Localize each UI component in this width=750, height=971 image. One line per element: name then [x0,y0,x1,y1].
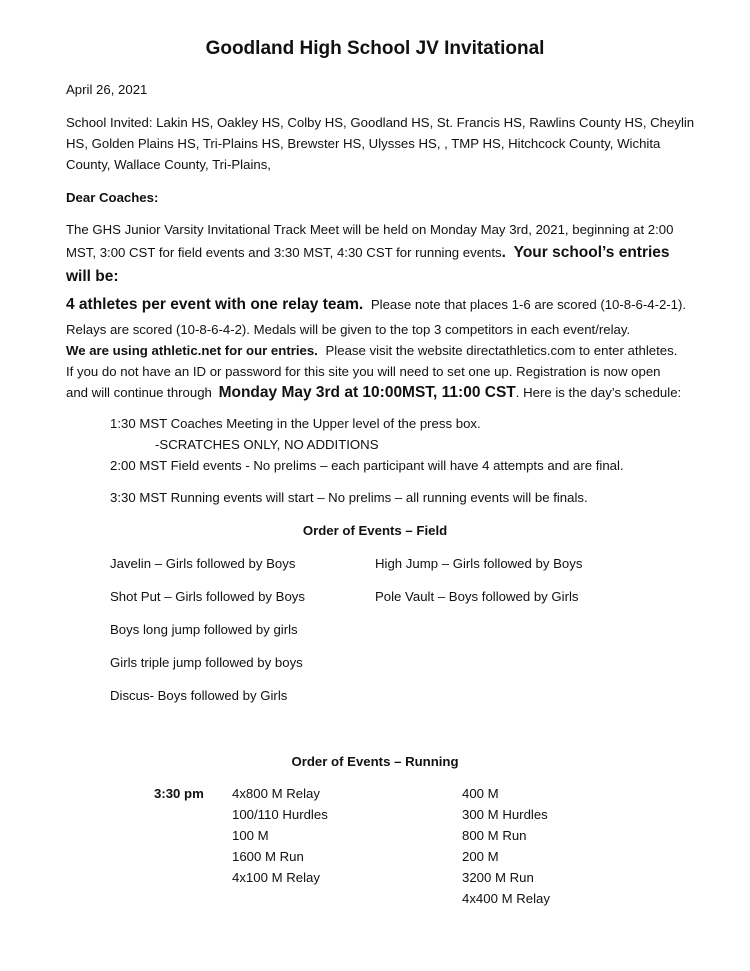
schedule-field-events: 2:00 MST Field events - No prelims – each participant will have 4 attempts and are final. [110,458,624,473]
deadline-suffix: . Here is the day’s schedule: [515,385,682,400]
field-event-item: High Jump – Girls followed by Boys [375,556,583,571]
running-event-item: 100 M [232,828,269,843]
letter-date: April 26, 2021 [66,82,148,97]
athletic-net-bold: We are using athletic.net for our entries. [66,343,318,358]
field-event-item: Girls triple jump followed by boys [110,655,303,670]
running-event-item: 100/110 Hurdles [232,807,328,822]
running-event-item: 4x400 M Relay [462,891,550,906]
running-event-item: 400 M [462,786,499,801]
running-event-item: 1600 M Run [232,849,304,864]
schedule-running-events: 3:30 MST Running events will start – No prelims – all running events will be finals. [110,490,588,505]
entries-heading-cont: will be: [66,268,119,285]
running-event-item: 200 M [462,849,499,864]
athletic-net-line [66,340,677,361]
intro-period: . [501,244,506,261]
deadline-line [66,382,681,403]
running-event-item: 300 M Hurdles [462,807,548,822]
page-title: Goodland High School JV Invitational [205,38,545,59]
schedule-coaches-meeting: 1:30 MST Coaches Meeting in the Upper level of the press box. [110,416,481,431]
field-events-heading: Order of Events – Field [302,523,448,538]
athletic-net-rest: Please visit the website directathletics.com to enter athletes. [325,343,678,358]
deadline-prefix: and will continue through [66,385,212,400]
scoring-note: Please note that places 1-6 are scored (10-8-6-4-2-1). [370,297,687,312]
running-events-heading: Order of Events – Running [291,754,459,769]
intro-line-2-text: MST, 3:00 CST for field events and 3:30 MST, 4:30 CST for running events [66,245,502,260]
athletes-line [66,294,686,315]
athletes-per-event: 4 athletes per event with one relay team. [66,296,364,313]
field-event-item: Javelin – Girls followed by Boys [110,556,296,571]
running-event-item: 4x100 M Relay [232,870,320,885]
deadline-date: Monday May 3rd at 10:00MST, 11:00 CST [218,384,516,401]
invited-line-1: School Invited: Lakin HS, Oakley HS, Colby HS, Goodland HS, St. Francis HS, Rawlins County HS, Cheylin [66,115,695,130]
running-event-item: 3200 M Run [462,870,534,885]
relay-scoring: Relays are scored (10-8-6-4-2). Medals will be given to the top 3 competitors in each event/relay. [66,322,631,337]
field-event-item: Pole Vault – Boys followed by Girls [375,589,579,604]
running-event-item: 800 M Run [462,828,527,843]
id-password-line: If you do not have an ID or password for this site you will need to set one up. Registration is now open [66,364,661,379]
running-event-item: 4x800 M Relay [232,786,320,801]
invited-line-3: County, Wallace County, Tri-Plains, [66,157,271,172]
invited-line-2: HS, Golden Plains HS, Tri-Plains HS, Brewster HS, Ulysses HS, , TMP HS, Hitchcock County, Wichita [66,136,661,151]
schedule-scratches: -SCRATCHES ONLY, NO ADDITIONS [155,437,379,452]
intro-line-1: The GHS Junior Varsity Invitational Track Meet will be held on Monday May 3rd, 2021, beginning at 2:00 [66,222,674,237]
entries-heading: Your school’s entries [513,244,670,261]
field-event-item: Boys long jump followed by girls [110,622,298,637]
greeting: Dear Coaches: [66,190,159,205]
intro-line-2 [66,242,670,263]
running-start-time: 3:30 pm [154,786,204,801]
field-event-item: Discus- Boys followed by Girls [110,688,288,703]
field-event-item: Shot Put – Girls followed by Boys [110,589,305,604]
